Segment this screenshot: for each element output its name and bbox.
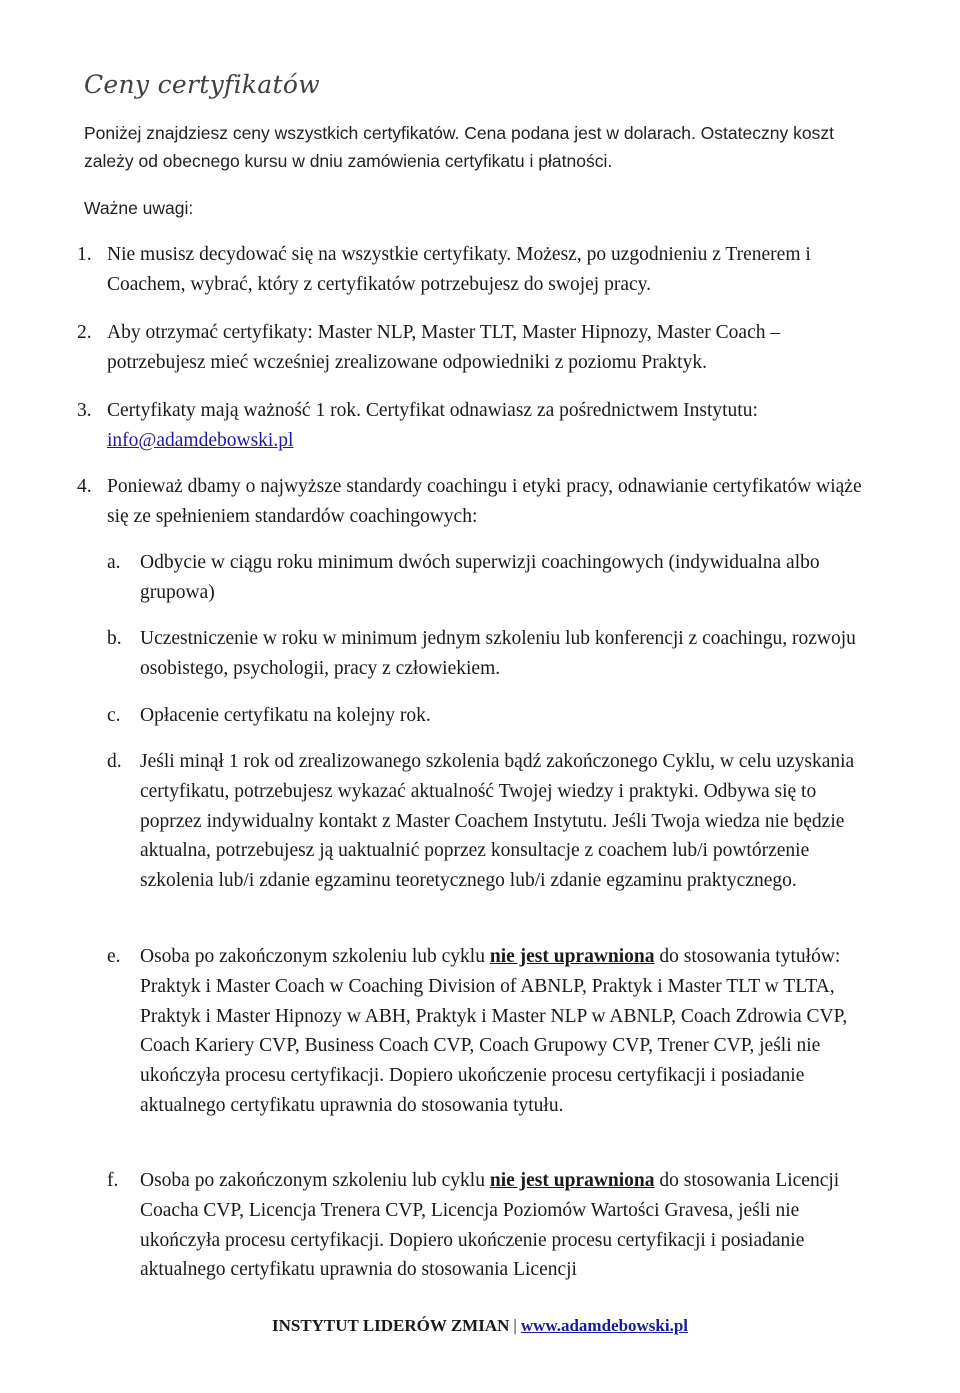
page-title: Ceny certyfikatów: [84, 70, 320, 99]
sub-list-item: [107, 548, 877, 608]
sub-list-item-letter: d.: [107, 751, 122, 772]
sub-list-item-letter: a.: [107, 552, 121, 573]
sub-list-item-letter: c.: [107, 705, 121, 726]
sub-list-item: [107, 701, 877, 731]
list-item-text: Ponieważ dbamy o najwyższe standardy coachingu i etyki pracy, odnawianie certyfikatów wiąże się ze spełnieniem standardów coachingowych:: [107, 476, 862, 527]
sub-list-item: [107, 1166, 877, 1285]
sub-list-item-text: Opłacenie certyfikatu na kolejny rok.: [140, 705, 431, 726]
sub-list-item: [107, 747, 877, 896]
list-item-number: 1.: [77, 244, 92, 265]
sub-list-item-text: Odbycie w ciągu roku minimum dwóch superwizji coachingowych (indywidualna albo grupowa): [140, 552, 820, 603]
sub-list-item: [107, 624, 877, 684]
emphasis-text: nie jest uprawniona: [489, 946, 655, 967]
sub-list-item: [107, 942, 877, 1121]
sub-list-item-text: Osoba po zakończonym szkoleniu lub cyklu: [140, 946, 485, 967]
emphasis-text: nie jest uprawniona: [489, 1170, 655, 1191]
footer-separator: |: [513, 1316, 517, 1335]
list-item-text: Aby otrzymać certyfikaty: Master NLP, Master TLT, Master Hipnozy, Master Coach – potrzebujesz mieć wcześniej zrealizowane odpowiedniki z poziomu Praktyk.: [107, 322, 781, 373]
list-item: [77, 396, 877, 455]
list-item: [77, 318, 877, 377]
intro-paragraph: Poniżej znajdziesz ceny wszystkich certyfikatów. Cena podana jest w dolarach. Ostateczny koszt zależy od obecnego kursu w dniu zamówienia certyfikatu i płatności.: [84, 123, 834, 171]
list-item-number: 4.: [77, 476, 92, 497]
page-footer: [0, 1316, 960, 1336]
list-item-number: 2.: [77, 322, 92, 343]
footer-org-name: INSTYTUT LIDERÓW ZMIAN: [271, 1316, 510, 1335]
email-link[interactable]: info@adamdebowski.pl: [107, 429, 294, 451]
list-item-number: 3.: [77, 400, 92, 421]
sub-list-item-letter: b.: [107, 628, 122, 649]
notes-heading: Ważne uwagi:: [84, 198, 194, 218]
sub-list-item-text: Uczestniczenie w roku w minimum jednym szkoleniu lub konferencji z coachingu, rozwoju osobistego, psychologii, pracy z człowiekiem.: [140, 628, 856, 679]
sub-list-item-text: do stosowania tytułów: Praktyk i Master Coach w Coaching Division of ABNLP, Praktyk i Master TLT w TLTA, Praktyk i Master Hipnozy w ABH, Praktyk i Master NLP w ABNLP, Coach Zdrowia CVP, Coach Kariery CVP, Business Coach CVP, Coach Grupowy CVP, Trener CVP, jeśli nie ukończyła procesu certyfikacji. Dopiero ukończenie procesu certyfikacji i posiadanie aktualnego certyfikatu uprawnia do stosowania tytułu.: [140, 946, 848, 1116]
list-item: [77, 240, 877, 299]
sub-list-item-letter: e.: [107, 946, 121, 967]
sub-list-item-text: Jeśli minął 1 rok od zrealizowanego szkolenia bądź zakończonego Cyklu, w celu uzyskania certyfikatu, potrzebujesz wykazać aktualność Twojej wiedzy i praktyki. Odbywa się to poprzez indywidualny kontakt z Master Coachem Instytutu. Jeśli Twoja wiedza nie będzie aktualna, potrzebujesz ją uaktualnić poprzez konsultacje z coachem lub/i powtórzenie szkolenia lub/i zdanie egzaminu teoretycznego lub/i zdanie egzaminu praktycznego.: [140, 751, 855, 892]
sub-list-item-text: Osoba po zakończonym szkoleniu lub cyklu: [140, 1170, 485, 1191]
sub-list-item-letter: f.: [107, 1170, 119, 1191]
list-item-text: Certyfikaty mają ważność 1 rok. Certyfikat odnawiasz za pośrednictwem Instytutu:: [107, 400, 758, 421]
footer-website-link[interactable]: www.adamdebowski.pl: [520, 1316, 689, 1335]
sub-list-item-text: do stosowania Licencji Coacha CVP, Licencja Trenera CVP, Licencja Poziomów Wartości Gravesa, jeśli nie ukończyła procesu certyfikacji. Dopiero ukończenie procesu certyfikacji i posiadanie aktualnego certyfikatu uprawnia do stosowania Licencji: [140, 1170, 840, 1281]
list-item-text: Nie musisz decydować się na wszystkie certyfikaty. Możesz, po uzgodnieniu z Trenerem i Coachem, wybrać, który z certyfikatów potrzebujesz do swojej pracy.: [107, 244, 811, 295]
list-item: [77, 472, 877, 531]
